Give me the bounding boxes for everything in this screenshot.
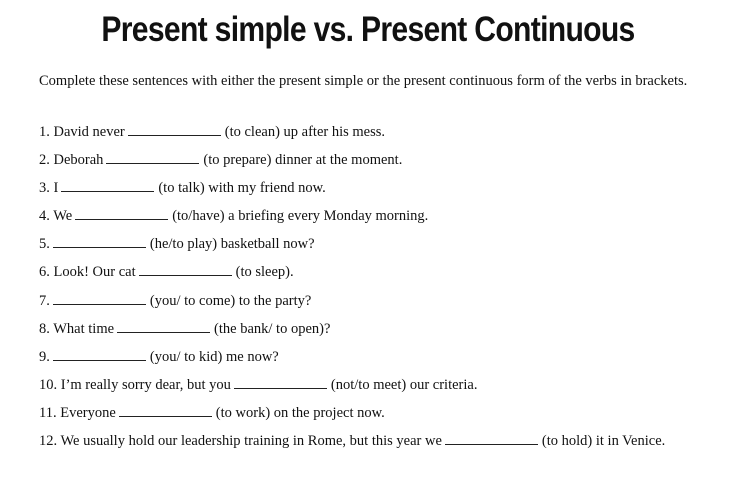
item-prefix: 4. We xyxy=(39,208,73,225)
answer-blank[interactable] xyxy=(53,347,146,361)
exercise-item-9 xyxy=(39,347,699,375)
exercise-item-10 xyxy=(39,375,699,403)
instructions-text: Complete these sentences with either the present simple or the present continuous form of the verbs in brackets. xyxy=(39,73,688,89)
answer-blank[interactable] xyxy=(117,319,210,333)
answer-blank[interactable] xyxy=(139,262,232,276)
exercise-item-12 xyxy=(39,431,679,450)
item-suffix: (you/ to come) to the party? xyxy=(149,292,312,309)
item-suffix: (the bank/ to open)? xyxy=(214,320,331,337)
exercise-item-8 xyxy=(39,319,699,347)
exercise-list xyxy=(39,122,699,450)
item-prefix: 9. xyxy=(39,348,50,365)
item-suffix: (to prepare) dinner at the moment. xyxy=(203,152,403,169)
exercise-item-3 xyxy=(39,178,699,206)
exercise-item-7 xyxy=(39,291,699,319)
item-prefix: 6. Look! Our cat xyxy=(39,264,136,281)
exercise-item-5 xyxy=(39,234,699,262)
answer-blank[interactable] xyxy=(234,375,327,389)
item-suffix: (to sleep). xyxy=(235,264,294,281)
exercise-item-11 xyxy=(39,403,699,431)
answer-blank[interactable] xyxy=(119,403,212,417)
item-prefix: 2. Deborah xyxy=(39,152,104,169)
item-prefix: 1. David never xyxy=(39,124,125,140)
item-suffix: (to hold) it in Venice. xyxy=(541,433,666,450)
item-prefix: 5. xyxy=(39,236,50,253)
item-suffix: (to/have) a briefing every Monday morning. xyxy=(172,208,429,225)
answer-blank[interactable] xyxy=(61,178,154,192)
item-suffix: (not/to meet) our criteria. xyxy=(330,376,478,393)
answer-blank[interactable] xyxy=(128,122,221,136)
answer-blank[interactable] xyxy=(106,150,199,164)
answer-blank[interactable] xyxy=(445,431,538,445)
item-prefix: 12. We usually hold our leadership training in Rome, but this year we xyxy=(39,433,442,450)
item-suffix: (to talk) with my friend now. xyxy=(158,180,326,197)
answer-blank[interactable] xyxy=(53,291,146,305)
item-suffix: (you/ to kid) me now? xyxy=(149,348,279,365)
item-suffix: (he/to play) basketball now? xyxy=(149,236,315,253)
exercise-item-2 xyxy=(39,150,699,178)
exercise-item-6 xyxy=(39,262,699,290)
exercise-item-4 xyxy=(39,206,699,234)
exercise-item-1 xyxy=(39,122,699,150)
worksheet-title: Present simple vs. Present Continuous xyxy=(101,10,635,49)
item-prefix: 7. xyxy=(39,292,50,309)
answer-blank[interactable] xyxy=(75,206,168,220)
answer-blank[interactable] xyxy=(53,234,146,248)
item-suffix: (to work) on the project now. xyxy=(215,404,385,421)
item-suffix: (to clean) up after his mess. xyxy=(224,124,386,140)
item-prefix: 11. Everyone xyxy=(39,404,116,421)
item-prefix: 3. I xyxy=(39,180,59,197)
item-prefix: 8. What time xyxy=(39,320,115,337)
item-prefix: 10. I’m really sorry dear, but you xyxy=(39,376,231,393)
